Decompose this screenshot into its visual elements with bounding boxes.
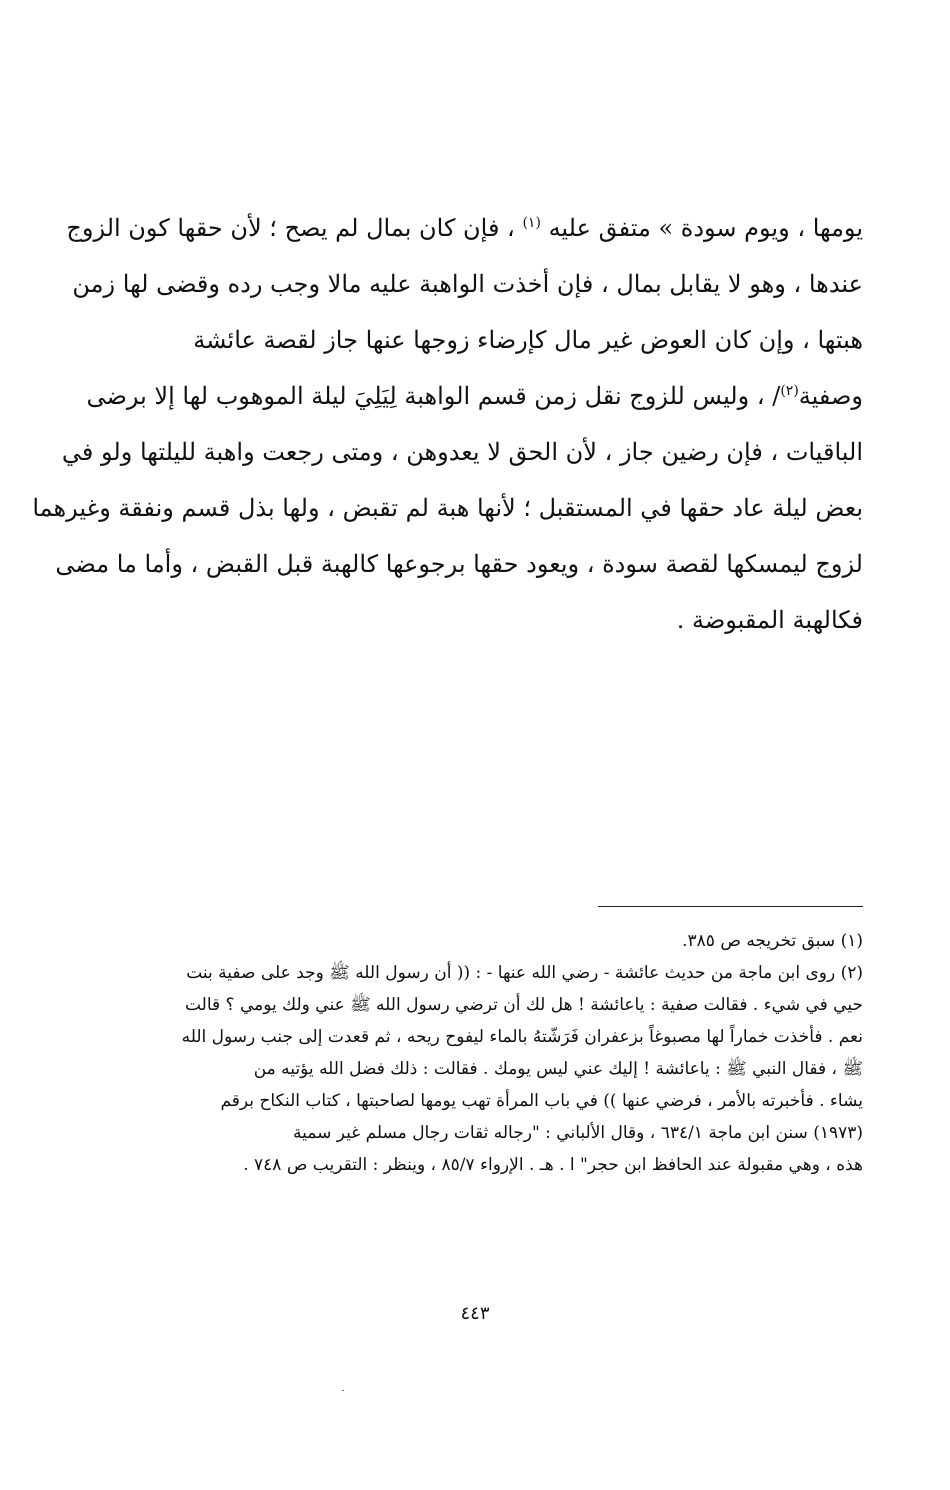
footnote-1: (١) سبق تخريجه ص ٣٨٥. xyxy=(682,931,863,951)
main-text-line-7: لزوج ليمسكها لقصة سودة ، ويعود حقها برجوعها كالهبة قبل القبض ، وأما ما مضى xyxy=(55,550,863,578)
footnote-ref-2: (٢) xyxy=(780,383,799,399)
main-text-line-1: يومها ، ويوم سودة » متفق عليه $^{(١)}$ ، فإن كان بمال لم يصح ؛ لأن حقها كون الزوج xyxy=(66,214,863,242)
page-number: ٤٤٣ xyxy=(460,1303,490,1324)
footnote-2-line-1: (٢) روى ابن ماجة من حديث عائشة - رضي الله عنها - : (( أن رسول الله ﷺ وجد على صفية بنت xyxy=(186,963,863,983)
main-text-line-6: بعض ليلة عاد حقها في المستقبل ؛ لأنها هبة لم تقبض ، ولها بذل قسم ونفقة وغيرهما xyxy=(32,494,863,522)
footnote-2-line-7: هذه ، وهي مقبولة عند الحافظ ابن حجر" ا . هـ . الإرواء ٨٥/٧ ، وينظر : التقريب ص ٧٤٨ . xyxy=(243,1155,863,1175)
main-text-block xyxy=(32,200,863,648)
footnote-2-line-6: (١٩٧٣) سنن ابن ماجة ٦٣٤/١ ، وقال الألباني : "رجاله ثقات رجال مسلم غير سمية xyxy=(293,1123,863,1143)
main-text-line-3: هبتها ، وإن كان العوض غير مال كإرضاء زوجها عنها جاز لقصة عائشة xyxy=(193,326,863,354)
main-text-line-5: الباقيات ، فإن رضين جاز ، لأن الحق لا يعدوهن ، ومتى رجعت واهبة لليلتها ولو في xyxy=(61,438,863,466)
main-text-line-2: عندها ، وهو لا يقابل بمال ، فإن أخذت الواهبة عليه مالا وجب رده وقضى لها زمن xyxy=(72,270,863,298)
scan-speck xyxy=(342,1390,344,1391)
footnote-2-line-5: يشاء . فأخبرته بالأمر ، فرضي عنها )) في باب المرأة تهب يومها لصاحبتها ، كتاب النكاح برقم xyxy=(220,1091,863,1111)
footnote-ref-1: (١) xyxy=(522,215,541,231)
footnote-2-line-2: حيي في شيء . فقالت صفية : ياعائشة ! هل لك أن ترضي رسول الله ﷺ عني ولك يومي ؟ قالت xyxy=(184,995,863,1015)
footnotes-block xyxy=(145,925,863,1181)
footnote-2-line-4: ﷺ ، فقال النبي ﷺ : ياعائشة ! إليك عني ليس يومك . فقالت : ذلك فضل الله يؤتيه من xyxy=(253,1059,863,1079)
main-text-line-8: فكالهبة المقبوضة . xyxy=(676,606,863,634)
main-text-line-4: وصفية$^{(٢)}$/ ، وليس للزوج نقل زمن قسم الواهبة لِيَلِيَ ليلة الموهوب لها إلا برضى xyxy=(86,382,863,410)
footnote-2-line-3: نعم . فأخذت خماراً لها مصبوغاً بزعفران فَرَشّتهُ بالماء ليفوح ريحه ، ثم قعدت إلى جنب رسول الله xyxy=(181,1027,863,1047)
footnote-divider xyxy=(598,906,863,907)
